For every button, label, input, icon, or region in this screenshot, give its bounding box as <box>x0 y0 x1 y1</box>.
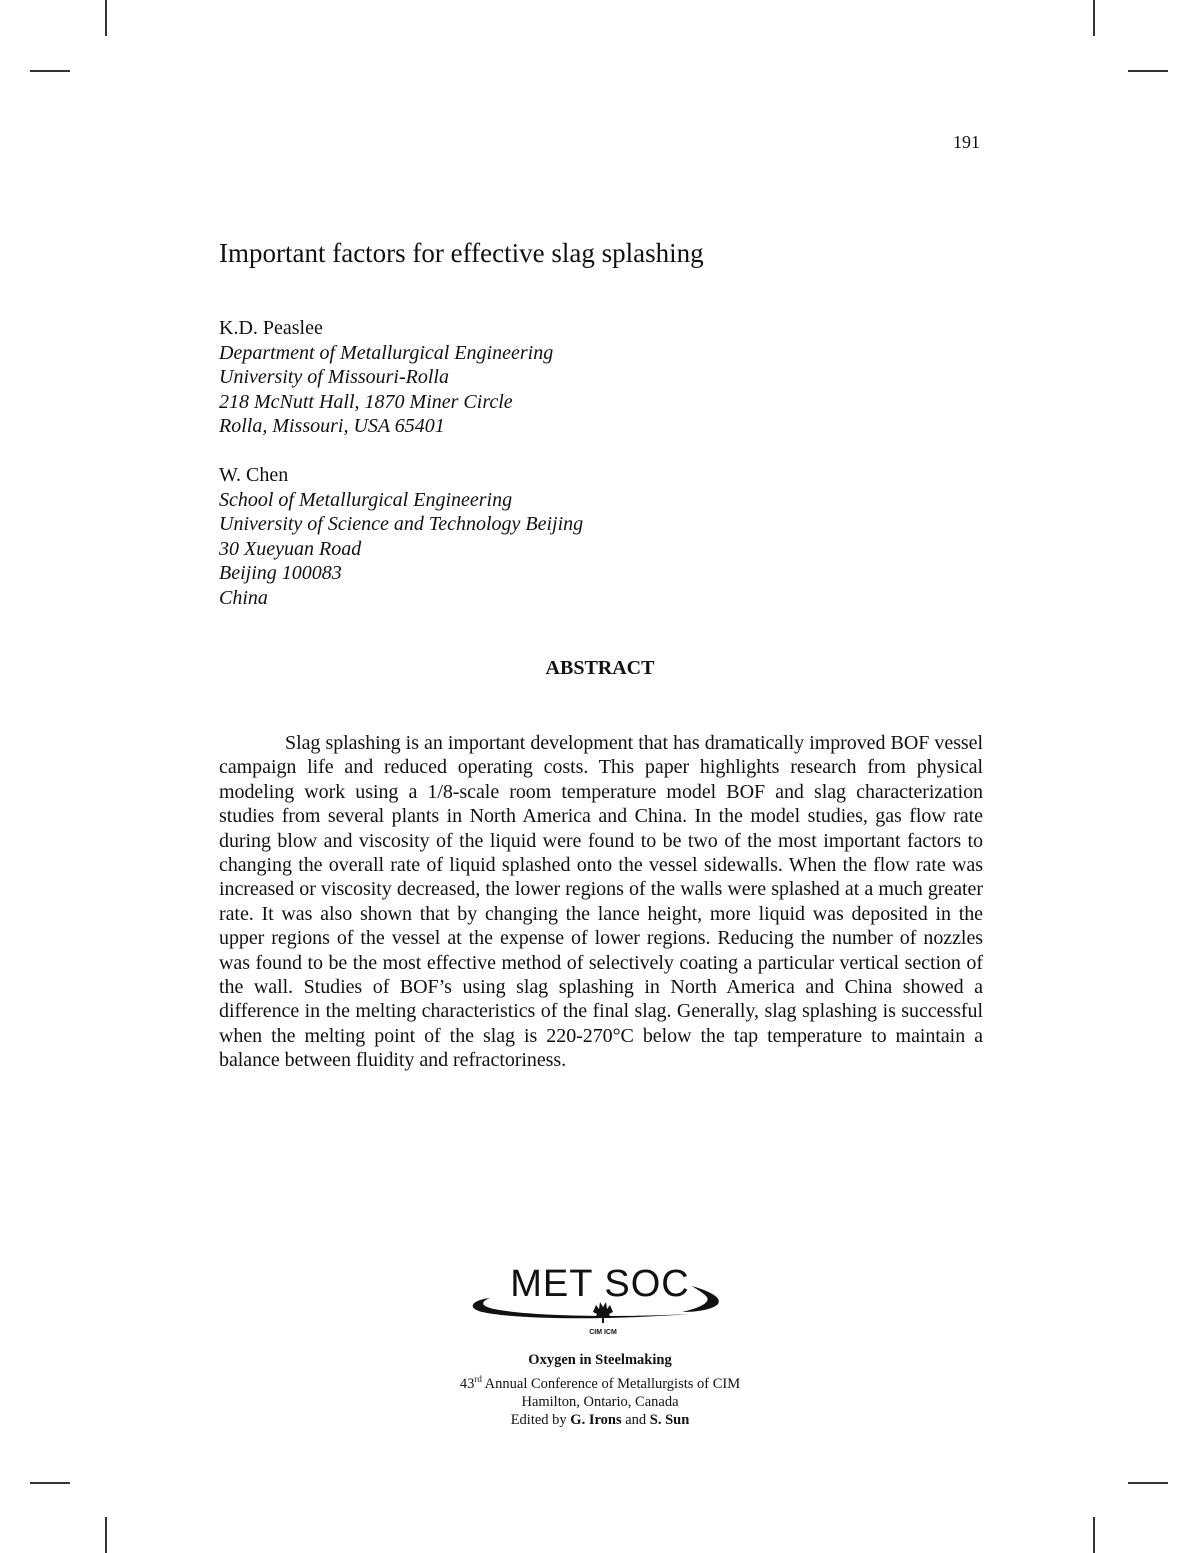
editor-name: G. Irons <box>570 1412 622 1429</box>
edited-by-prefix: Edited by <box>510 1412 571 1429</box>
abstract-heading: ABSTRACT <box>545 657 655 679</box>
logo-sub-text: CIM ICM <box>589 1329 617 1336</box>
affiliation-line: Beijing 100083 <box>219 562 342 585</box>
author-block <box>219 463 583 611</box>
conference-editors <box>0 1411 1200 1430</box>
abstract-body: Slag splashing is an important development that has dramatically improved BOF vessel campaign life and reduced operating costs. This paper highlights research from physical modeling work using a 1/8-scale room temperature model BOF and slag characterization studies from several plants in North America and China. In the model studies, gas flow rate during blow and viscosity of the liquid were found to be two of the most important factors to changing the overall rate of liquid splashed onto the vessel sidewalls. When the flow rate was increased or viscosity decreased, the lower regions of the walls were splashed at a much greater rate. It was also shown that by changing the lance height, more liquid was deposited in the upper regions of the vessel at the expense of lower regions. Reducing the number of nozzles was found to be the most effective method of selectively coating a particular vertical section of the wall. Studies of BOF’s using slag splashing in North America and China showed a difference in the melting characteristics of the final slag. Generally, slag splashing is successful when the melting point of the slag is 220-270°C below the tap temperature to maintain a balance between fluidity and refractoriness. <box>219 732 983 1072</box>
editor-join: and <box>621 1412 650 1429</box>
edition-suffix: rd <box>474 1373 482 1384</box>
conference-edition <box>0 1370 1200 1393</box>
maple-leaf-icon <box>593 1302 613 1323</box>
author-name: K.D. Peaslee <box>219 317 323 339</box>
affiliation-line: Department of Metallurgical Engineering <box>219 341 554 364</box>
met-soc-logo <box>460 1256 740 1342</box>
crop-mark-top-left-horizontal <box>30 70 70 72</box>
crop-mark-top-right <box>1093 0 1095 36</box>
crop-mark-bottom-right <box>1093 1517 1095 1553</box>
logo-text: MET SOC <box>510 1263 690 1305</box>
affiliation-line: Rolla, Missouri, USA 65401 <box>219 415 445 438</box>
page-number: 191 <box>953 132 980 152</box>
editor-name: S. Sun <box>649 1412 690 1429</box>
affiliation-line: University of Science and Technology Beijing <box>219 513 584 536</box>
paper-title: Important factors for effective slag splashing <box>219 238 704 268</box>
affiliation-line: China <box>219 586 268 609</box>
crop-mark-top-right-horizontal <box>1128 70 1168 72</box>
author-name: W. Chen <box>219 464 289 486</box>
edition-text: Annual Conference of Metallurgists of CIM <box>481 1375 741 1392</box>
affiliation-line: School of Metallurgical Engineering <box>219 488 513 511</box>
crop-mark-bottom-left <box>105 1517 107 1553</box>
conference-location: Hamilton, Ontario, Canada <box>521 1393 679 1410</box>
affiliation-line: 218 McNutt Hall, 1870 Miner Circle <box>219 390 513 413</box>
crop-mark-top-left <box>105 0 107 36</box>
crop-mark-bottom-right-horizontal <box>1128 1482 1168 1484</box>
affiliation-line: University of Missouri-Rolla <box>219 366 449 389</box>
affiliation-line: 30 Xueyuan Road <box>219 537 362 560</box>
crop-mark-bottom-left-horizontal <box>30 1482 70 1484</box>
author-block <box>219 316 553 439</box>
conference-info <box>0 1351 1200 1430</box>
edition-number: 43 <box>459 1375 475 1392</box>
conference-name: Oxygen in Steelmaking <box>528 1352 672 1368</box>
